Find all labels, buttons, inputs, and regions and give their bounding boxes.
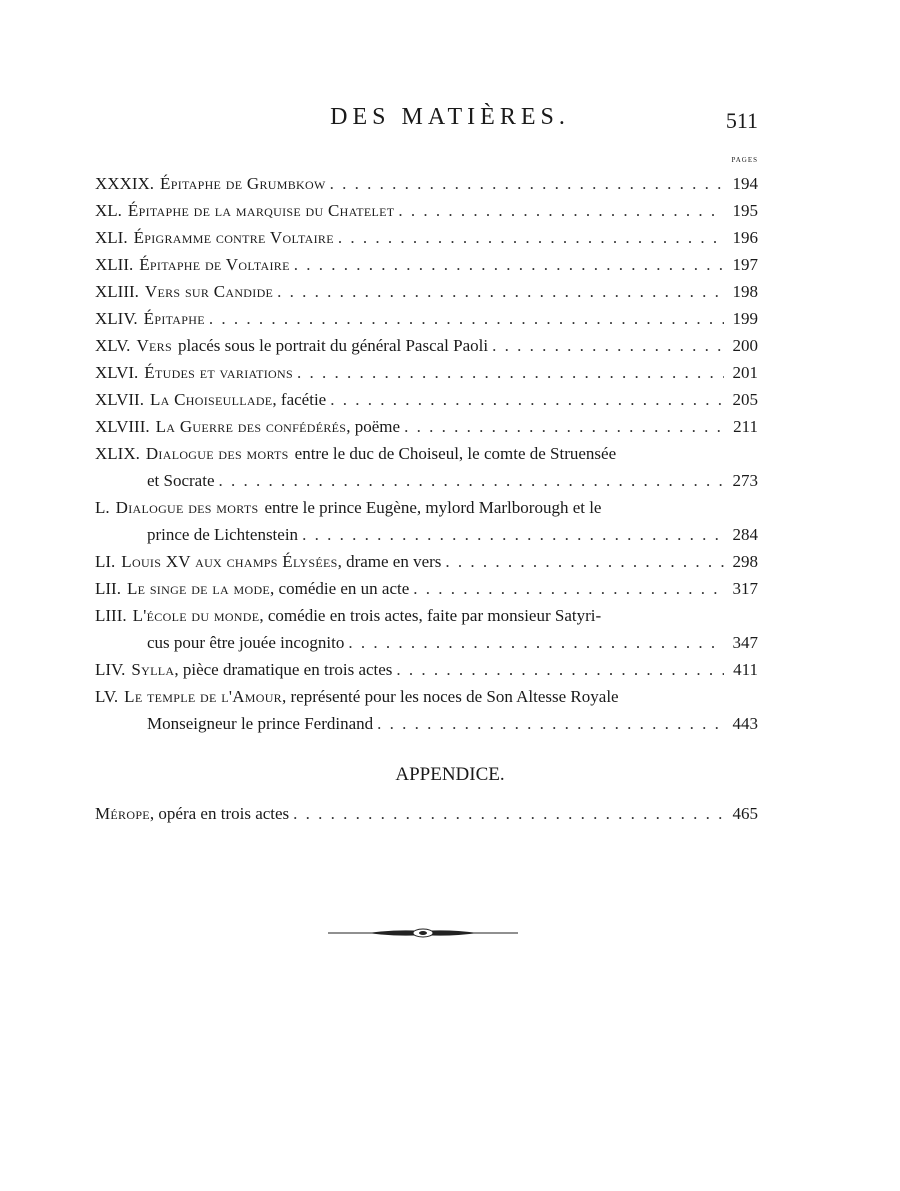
entry-title: Mérope	[95, 804, 150, 823]
toc-entry	[95, 170, 758, 197]
toc-entry	[95, 602, 758, 656]
entry-line	[95, 305, 758, 332]
entry-title: Épitaphe de Voltaire	[139, 255, 290, 274]
toc-entry	[95, 359, 758, 386]
entry-line	[95, 332, 758, 359]
appendix-heading: APPENDICE.	[395, 764, 505, 785]
entry-description: , comédie en trois actes, faite par monsieur Satyri-	[259, 606, 602, 625]
entry-number: XL.	[95, 201, 122, 220]
entry-description: entre le prince Eugène, mylord Marlborough et le	[264, 498, 602, 517]
entry-line	[95, 683, 758, 710]
toc-entry	[95, 494, 758, 548]
entry-description: placés sous le portrait du général Pascal Paoli	[177, 336, 489, 355]
entry-line	[95, 224, 758, 251]
toc-entry	[95, 683, 758, 737]
entry-title: Dialogue des morts	[145, 444, 289, 463]
entry-number: XXXIX.	[95, 174, 155, 193]
entry-number: XLIV.	[95, 309, 138, 328]
dot-leader	[377, 710, 724, 737]
entry-page: 205	[732, 390, 758, 409]
entry-line	[95, 656, 758, 683]
entry-continuation: Monseigneur le prince Ferdinand	[147, 714, 374, 733]
entry-description: entre le duc de Choiseul, le comte de Struensée	[294, 444, 617, 463]
entry-continuation: et Socrate	[147, 471, 215, 490]
entry-number: LIII.	[95, 606, 127, 625]
entry-page: 194	[732, 174, 758, 193]
entry-number: XLVII.	[95, 390, 144, 409]
entry-page: 200	[732, 336, 758, 355]
entry-number: LIV.	[95, 660, 126, 679]
page-number: 511	[725, 108, 758, 133]
entry-description: , poëme	[346, 417, 401, 436]
entry-number: XLI.	[95, 228, 128, 247]
entry-line-continued	[95, 521, 758, 548]
entry-description: , drame en vers	[337, 552, 442, 571]
entry-number: XLVI.	[95, 363, 139, 382]
toc-entry	[95, 224, 758, 251]
entry-number: LII.	[95, 579, 121, 598]
dot-leader	[302, 521, 724, 548]
entry-page: 465	[732, 804, 758, 823]
entry-number: XLIX.	[95, 444, 140, 463]
entry-line	[95, 440, 758, 467]
entry-line	[95, 278, 758, 305]
entry-line	[95, 413, 758, 440]
entry-page: 211	[733, 417, 758, 436]
dot-leader	[209, 305, 724, 332]
toc-entry	[95, 548, 758, 575]
entry-line-continued	[95, 629, 758, 656]
dot-leader	[297, 359, 724, 386]
entry-page: 195	[732, 201, 758, 220]
entry-line	[95, 575, 758, 602]
entry-page: 443	[732, 714, 758, 733]
entry-page: 196	[732, 228, 758, 247]
entry-continuation: cus pour être jouée incognito	[147, 633, 345, 652]
entry-title: Études et variations	[144, 363, 293, 382]
entry-description: , opéra en trois actes	[149, 804, 290, 823]
entry-title: Épitaphe de la marquise du Chatelet	[127, 201, 395, 220]
entry-description: , représenté pour les noces de Son Altesse Royale	[281, 687, 619, 706]
toc-entry	[95, 440, 758, 494]
entry-page: 298	[732, 552, 758, 571]
dot-leader	[219, 467, 725, 494]
entry-page: 273	[732, 471, 758, 490]
ornament-divider-icon	[328, 925, 518, 941]
entry-page: 411	[733, 660, 758, 679]
toc-entry	[95, 413, 758, 440]
entry-line-continued	[95, 710, 758, 737]
toc-entry	[95, 332, 758, 359]
page-title: DES MATIÈRES.	[330, 104, 570, 130]
entry-title: La Guerre des confédérés	[155, 417, 347, 436]
toc-entry	[95, 386, 758, 413]
entry-line	[95, 386, 758, 413]
entry-number: L.	[95, 498, 110, 517]
entry-line	[95, 359, 758, 386]
toc-entry	[95, 575, 758, 602]
entry-title: Épitaphe	[143, 309, 205, 328]
entry-title: Vers	[136, 336, 172, 355]
entry-title: Dialogue des morts	[115, 498, 259, 517]
dot-leader	[398, 197, 724, 224]
appendix-entry	[95, 800, 758, 827]
entry-line	[95, 197, 758, 224]
entry-page: 197	[732, 255, 758, 274]
entry-page: 317	[732, 579, 758, 598]
entry-title: Épitaphe de Grumbkow	[160, 174, 326, 193]
dot-leader	[404, 413, 724, 440]
entry-number: XLII.	[95, 255, 134, 274]
toc-entry	[95, 197, 758, 224]
entry-page: 198	[732, 282, 758, 301]
entry-description: , facétie	[272, 390, 327, 409]
entry-line	[95, 548, 758, 575]
entry-number: XLIII.	[95, 282, 139, 301]
dot-leader	[492, 332, 724, 359]
dot-leader	[348, 629, 724, 656]
pages-column-heading: pages	[731, 154, 758, 165]
dot-leader	[330, 170, 724, 197]
entry-title: La Choiseullade	[149, 390, 273, 409]
entry-title: Louis XV aux champs Élysées	[121, 552, 338, 571]
dot-leader	[294, 251, 724, 278]
toc-entry	[95, 278, 758, 305]
entry-title: Le singe de la mode	[126, 579, 271, 598]
entry-page: 284	[732, 525, 758, 544]
dot-leader	[293, 800, 724, 827]
entry-line	[95, 494, 758, 521]
entry-number: LV.	[95, 687, 119, 706]
entry-number: XLV.	[95, 336, 131, 355]
entry-title: Sylla	[131, 660, 175, 679]
entry-line	[95, 602, 758, 629]
dot-leader	[445, 548, 724, 575]
entry-page: 347	[732, 633, 758, 652]
toc-entry	[95, 656, 758, 683]
entry-title: Épigramme contre Voltaire	[133, 228, 334, 247]
entry-line	[95, 170, 758, 197]
dot-leader	[277, 278, 724, 305]
entry-continuation: prince de Lichtenstein	[147, 525, 299, 544]
entry-title: Le temple de l'Amour	[124, 687, 282, 706]
appendix-list	[95, 800, 758, 827]
entry-line-continued	[95, 467, 758, 494]
entry-title: L'école du monde	[132, 606, 260, 625]
entry-line	[95, 251, 758, 278]
table-of-contents	[95, 170, 758, 737]
entry-description: , pièce dramatique en trois actes	[174, 660, 393, 679]
toc-entry	[95, 251, 758, 278]
dot-leader	[330, 386, 724, 413]
entry-page: 199	[732, 309, 758, 328]
dot-leader	[413, 575, 724, 602]
entry-number: LI.	[95, 552, 116, 571]
toc-entry	[95, 305, 758, 332]
entry-title: Vers sur Candide	[144, 282, 274, 301]
dot-leader	[396, 656, 724, 683]
entry-page: 201	[732, 363, 758, 382]
entry-number: XLVIII.	[95, 417, 150, 436]
dot-leader	[338, 224, 724, 251]
entry-description: , comédie en un acte	[270, 579, 410, 598]
